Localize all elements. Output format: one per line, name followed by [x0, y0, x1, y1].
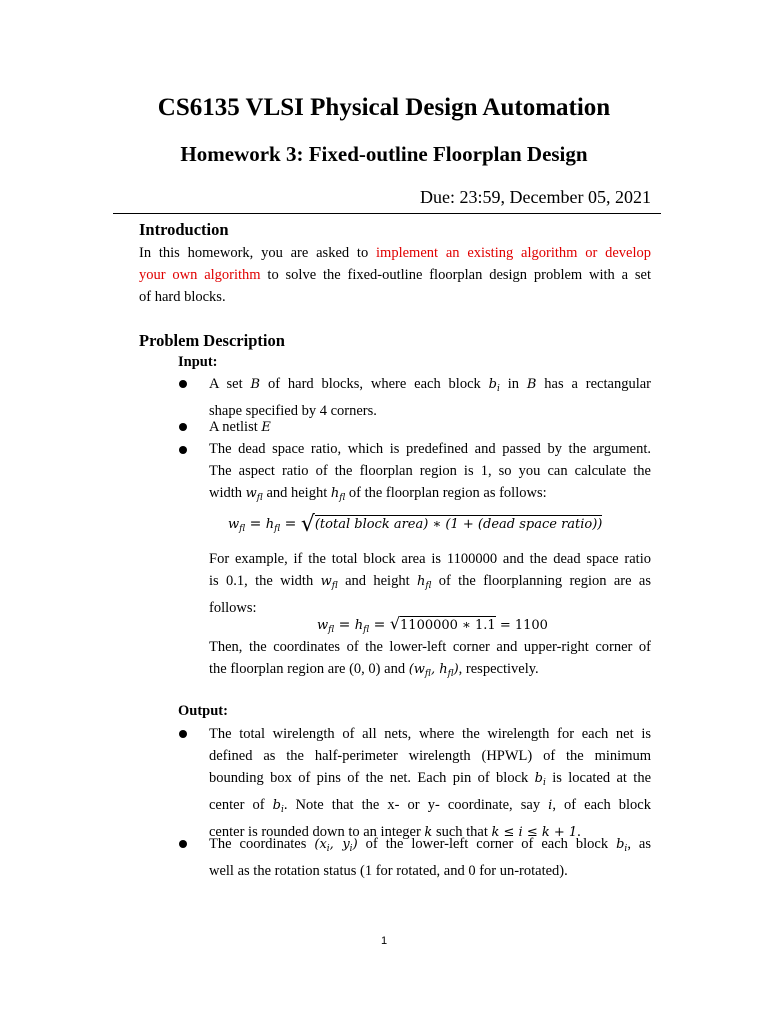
math-sub: fl	[256, 493, 263, 503]
math-var	[317, 618, 334, 633]
text: For example, if the total block area is 1100000 and the dead space ratio	[209, 551, 651, 567]
math-op: =	[369, 617, 390, 633]
math-var	[246, 486, 263, 501]
text: and height	[262, 485, 331, 501]
math-var	[321, 574, 338, 589]
math-sub: fl	[363, 625, 370, 635]
math-expression: 1100000 ∗ 1.1	[400, 618, 496, 633]
input-item-netlist	[209, 416, 651, 439]
math-var: w	[228, 517, 240, 532]
input-label: Input:	[178, 354, 218, 370]
text: , respectively.	[458, 661, 539, 677]
math-expression: ($w_{fl}$, $h_{fl}$)	[408, 662, 459, 679]
math-var: h	[330, 486, 340, 501]
introduction-paragraph	[139, 242, 651, 308]
bullet-icon	[179, 730, 187, 738]
math-var: x	[319, 837, 327, 852]
text: well as the rotation status (1 for rotated, and 0 for un-rotated).	[209, 863, 568, 879]
sqrt-icon: √	[389, 614, 401, 633]
equation-floorplan-size	[228, 512, 602, 537]
math-sub: i	[496, 384, 500, 394]
math-sub: i	[280, 805, 284, 815]
output-item-coordinates	[209, 833, 651, 882]
math-result: = 1100	[495, 618, 548, 633]
math-sub: fl	[425, 581, 432, 591]
math-sub: i	[349, 844, 353, 854]
input-item-dead-space	[209, 438, 651, 509]
text: of hard blocks, where each block	[260, 376, 489, 392]
text: The coordinates	[209, 836, 315, 852]
header-divider	[113, 213, 661, 214]
text: in	[499, 376, 527, 392]
text: . Note that the x- or y- coordinate, say	[283, 797, 549, 813]
math-var: w	[413, 662, 425, 677]
math-sub: fl	[239, 524, 246, 534]
math-var	[616, 837, 627, 852]
text: follows:	[209, 600, 257, 616]
page-number: 1	[380, 935, 388, 947]
math-var: B	[250, 377, 261, 392]
text: such that	[432, 824, 492, 840]
bullet-icon	[179, 840, 187, 848]
math-sub: fl	[447, 669, 454, 679]
math-var	[355, 618, 369, 633]
example-paragraph	[209, 548, 651, 619]
text: of the floorplan region as follows:	[345, 485, 547, 501]
math-var: B	[526, 377, 537, 392]
math-var: b	[488, 377, 497, 392]
math-sub: fl	[424, 669, 431, 679]
intro-highlight: your own algorithm	[139, 267, 261, 283]
input-item-blocks	[209, 373, 651, 422]
text: , of each block	[552, 797, 651, 813]
text: of the floorplanning region are as	[431, 573, 652, 589]
text: The aspect ratio of the floorplan region is 1, so you can calculate the	[209, 463, 651, 479]
text: .	[577, 824, 581, 840]
math-var: h	[265, 517, 275, 532]
sqrt-icon: √	[300, 512, 315, 537]
math-expression: ($x_i$, $y_i$)	[314, 837, 358, 854]
text: A set	[209, 376, 251, 392]
math-var: i	[548, 798, 553, 813]
math-var: h	[354, 618, 364, 633]
math-var: y	[342, 837, 350, 852]
bullet-icon	[179, 380, 187, 388]
bullet-icon	[179, 446, 187, 454]
math-expression: k ≤ i ≤ k + 1	[491, 825, 578, 840]
document-subtitle: Homework 3: Fixed-outline Floorplan Design	[180, 142, 588, 166]
math-op: =	[245, 516, 266, 532]
text: shape specified by 4 corners.	[209, 403, 377, 419]
output-item-wirelength	[209, 723, 651, 844]
math-var	[331, 486, 345, 501]
introduction-heading: Introduction	[139, 220, 229, 239]
bullet-icon	[179, 423, 187, 431]
math-sub: fl	[339, 493, 346, 503]
text: is 0.1, the width	[209, 573, 321, 589]
text: bounding box of pins of the net. Each pin of block	[209, 770, 535, 786]
equation-example	[317, 614, 548, 635]
math-var: h	[416, 574, 426, 589]
math-var	[489, 377, 500, 392]
text: , as	[627, 836, 652, 852]
math-op: =	[280, 516, 301, 532]
text: The dead space ratio, which is predefined and passed by the argument.	[209, 441, 651, 457]
text: The total wirelength of all nets, where the wirelength for each net is	[209, 726, 651, 742]
math-var	[535, 771, 546, 786]
math-var	[228, 517, 245, 532]
intro-highlight: implement an existing algorithm or develop	[376, 245, 651, 261]
math-var: w	[317, 618, 329, 633]
math-var: w	[245, 486, 257, 501]
math-var	[273, 798, 284, 813]
math-sub: i	[326, 844, 330, 854]
math-var: k	[424, 825, 433, 840]
math-var: b	[534, 771, 543, 786]
math-expression: (total block area) ∗ (1 + (dead space ratio))	[314, 517, 603, 532]
math-sub: i	[624, 844, 628, 854]
text: of the lower-left corner of each block	[357, 836, 617, 852]
text: defined as the half-perimeter wirelength (HPWL) of the minimum	[209, 748, 651, 764]
problem-heading: Problem Description	[139, 331, 285, 350]
math-sub: i	[542, 778, 546, 788]
intro-text: of hard blocks.	[139, 289, 226, 305]
intro-text: to solve the fixed-outline floorplan design problem with a set	[260, 267, 651, 283]
math-var	[266, 517, 280, 532]
due-date: Due: 23:59, December 05, 2021	[420, 187, 651, 207]
output-label: Output:	[178, 703, 228, 719]
text: width	[209, 485, 246, 501]
math-var	[417, 574, 431, 589]
text: is located at the	[545, 770, 651, 786]
document-title: CS6135 VLSI Physical Design Automation	[157, 94, 611, 121]
math-sub: fl	[331, 581, 338, 591]
math-op: =	[334, 617, 355, 633]
text: A netlist	[209, 419, 262, 435]
math-sub: fl	[274, 524, 281, 534]
text: center is rounded down to an integer	[209, 824, 425, 840]
text: Then, the coordinates of the lower-left corner and upper-right corner of	[209, 639, 651, 655]
text: center of	[209, 797, 273, 813]
math-var: w	[320, 574, 332, 589]
text: has a rectangular	[536, 376, 651, 392]
math-var: h	[439, 662, 448, 677]
math-var: b	[616, 837, 625, 852]
text: and height	[337, 573, 417, 589]
math-sub: fl	[328, 625, 335, 635]
math-var: b	[272, 798, 281, 813]
math-var: E	[261, 420, 271, 435]
intro-text: In this homework, you are asked to	[139, 245, 377, 261]
text: the floorplan region are (0, 0) and	[209, 661, 409, 677]
then-paragraph	[209, 636, 651, 685]
